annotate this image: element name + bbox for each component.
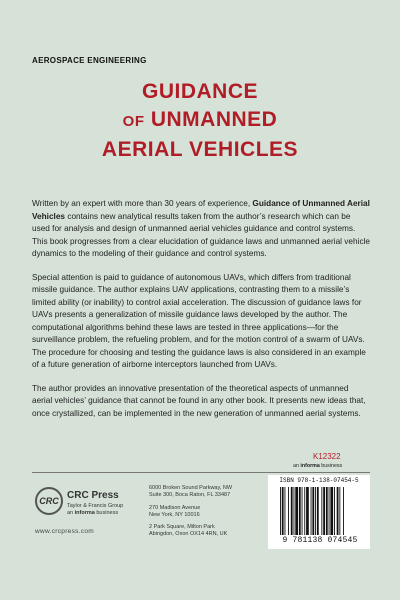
divider [32,472,370,473]
paragraph-1-end: contains new analytical results taken from the author’s research which can be used for analysis and design of unmanned aerial vehicles guidance and control systems. This book progresses from a clear elucidation of guidance laws and unmanned aerial vehicle dynamics to the modeling of their guidance and control systems. [32,211,370,258]
address-line: Suite 300, Boca Raton, FL 33487 [149,492,231,498]
paragraph-1-start: Written by an expert with more than 30 years of experience, [32,199,253,208]
informa-business-top [293,463,342,469]
isbn-label: ISBN 978-1-138-07454-5 [279,477,359,484]
catalog-code: K12322 [313,452,341,461]
title-line-3: AERIAL VEHICLES [101,138,299,161]
description [32,198,370,431]
publisher-informa-brand: informa [74,510,95,516]
title-line-1: GUIDANCE [141,80,258,103]
title-of: OF [122,113,145,130]
title-unmanned: UNMANNED [144,108,278,131]
publisher-informa [67,510,118,516]
publisher-name: CRC Press [67,490,119,501]
address-line: Abingdon, Oxon OX14 4RN, UK [149,531,228,537]
barcode-digits: 9 781138 074545 [282,536,358,545]
informa-top-brand: informa [300,463,320,469]
publisher-url: www.crcpress.com [35,528,94,535]
publisher-informa-suffix: business [94,510,119,516]
series-label: AEROSPACE ENGINEERING [32,56,147,65]
paragraph-3: The author provides an innovative presentation of the theoretical aspects of unmanned aerial vehicles’ guidance that cannot be found in any other book. It presents new ideas that, once crystallized, can be implemented in the new generation of unmanned aerial systems. [32,383,366,418]
barcode-bars-icon [280,487,364,535]
paragraph-2: Special attention is paid to guidance of autonomous UAVs, which differs from traditional missile guidance. The author explains UAV applications, contrasting them to a missile’s limited ability (or inability) to control axial acceleration. The discussion of guidance laws for UAVs presents a generalization of missile guidance laws developed by the author. The computational algorithms behind these laws are tested in three applications—for the surveillance problem, the refueling problem, and for the motion control of a swarm of UAVs. The procedure for choosing and testing the guidance laws is also considered in an example of a future generation of airborne interceptors launched from UAVs. [32,272,366,369]
title-line-2 [0,106,400,136]
address-line: 2 Park Square, Milton Park [149,524,215,530]
paragraph-1-book-title: Guidance of Unmanned Aerial Vehicles [32,199,370,221]
paragraph-1 [32,198,370,261]
barcode [268,475,370,549]
address-boca-raton [149,485,232,499]
address-new-york [149,505,200,519]
crc-logo-icon: CRC [35,487,63,515]
address-line: 270 Madison Avenue [149,505,201,511]
publisher-group: Taylor & Francis Group [67,503,124,509]
publisher-informa-prefix: an [67,510,75,516]
address-line: New York, NY 10016 [149,512,200,518]
address-line: 6000 Broken Sound Parkway, NW [149,485,233,491]
informa-top-suffix: business [319,463,343,469]
book-title [0,78,400,164]
address-abingdon [149,524,227,538]
informa-top-prefix: an [293,463,301,469]
